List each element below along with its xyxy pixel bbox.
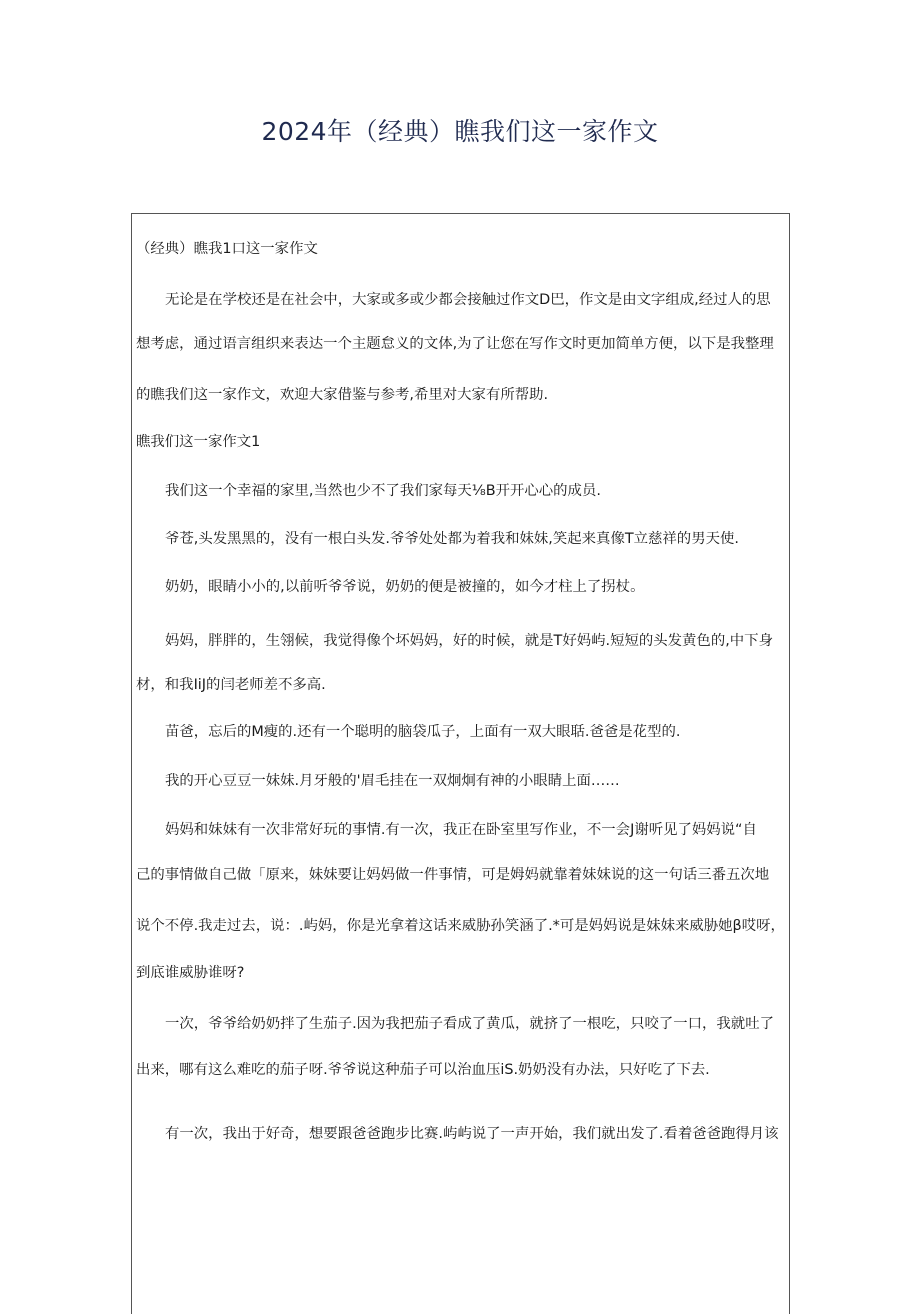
paragraph-line: 妈妈，胖胖的，生翎候，我觉得像个坏妈妈，好的时候，就是T好妈屿.短短的头发黄色的,中下身	[165, 633, 773, 649]
section-heading: 瞧我们这一家作文1	[136, 434, 261, 450]
paragraph-line: 有一次，我出于好奇，想要跟爸爸跑步比赛.屿屿说了一声开始，我们就出发了.看着爸爸跑得月该	[165, 1126, 779, 1142]
paragraph-line: 说个不停.我走过去，说：.屿妈，你是光拿着这话来威胁孙笑涵了.*可是妈妈说是妹妹来威胁她β哎呀，	[136, 918, 785, 934]
content-frame	[131, 213, 790, 1314]
paragraph-line: 材，和我IiJ的闫老师差不多高.	[136, 677, 326, 693]
paragraph-line: 无论是在学校还是在社会中，大家或多或少都会接触过作文D巴，作文是由文字组成,经过人的思	[165, 292, 771, 308]
paragraph-line: 一次，爷爷给奶奶拌了生茄子.因为我把茄子看成了黄瓜，就挤了一根吃，只咬了一口，我就吐了	[165, 1016, 774, 1032]
paragraph-line: 出来，哪有这么难吃的茄子呀.爷爷说这种茄子可以治血压iS.奶奶没有办法，只好吃了下去.	[136, 1062, 710, 1078]
document-title: 2024年（经典）瞧我们这一家作文	[261, 117, 659, 146]
paragraph-line: 奶奶，眼睛小小的,以前听爷爷说，奶奶的便是被撞的，如今才柱上了拐杖。	[165, 579, 645, 595]
subtitle-line: （经典）瞧我1口这一家作文	[136, 241, 318, 257]
paragraph-line: 到底谁威胁谁呀?	[136, 965, 245, 981]
paragraph-line: 苗爸，忘后的M瘦的.还有一个聪明的脑袋瓜子，上面有一双大眼聒.爸爸是花型的.	[165, 724, 681, 740]
paragraph-line: 妈妈和妹妹有一次非常好玩的事情.有一次，我正在卧室里写作业，不一会J谢听见了妈妈说“自	[165, 822, 757, 838]
paragraph-line: 我们这一个幸福的家里,当然也少不了我们家每天⅛B开开心心的成员.	[165, 483, 601, 499]
paragraph-line: 爷苍,头发黑黑的，没有一根白头发.爷爷处处都为着我和妹妹,笑起来真像T立慈祥的男天使.	[165, 531, 739, 547]
paragraph-line: 想考虑，通过语言组织来表达一个主题怠义的文体,为了让您在写作文时更加简单方便，以下是我整理	[136, 336, 774, 352]
paragraph-line: 我的开心豆豆一妹妹.月牙般的'眉毛挂在一双炯炯有神的小眼睛上面……	[165, 773, 620, 789]
paragraph-line: 的瞧我们这一家作文，欢迎大家借鉴与参考,希里对大家有所帮助.	[136, 387, 549, 403]
paragraph-line: 己的事情做自己做「原来，妹妹要让妈妈做一件事情，可是姆妈就靠着妹妹说的这一句话三番五次地	[136, 867, 770, 883]
